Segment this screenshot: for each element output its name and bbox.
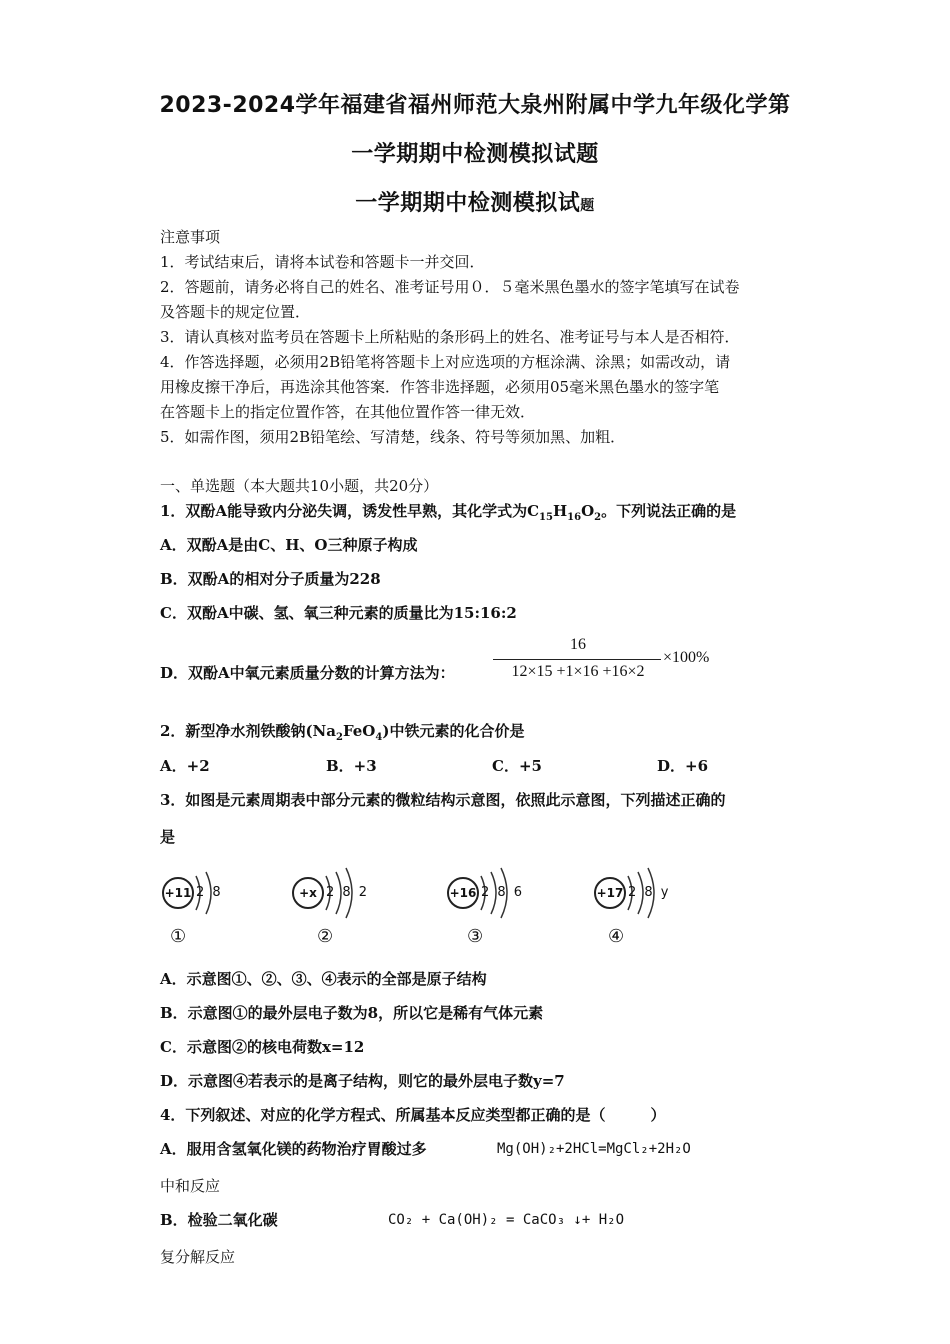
atom-diagram	[290, 864, 400, 954]
q1-subscript: 15	[539, 512, 553, 523]
section-heading: 一、单选题（本大题共10小题，共20分）	[160, 477, 439, 495]
q1-option-b: B．双酚A的相对分子质量为228	[160, 570, 381, 588]
fraction-numerator: 16	[570, 636, 586, 653]
exam-title-line3	[0, 186, 950, 217]
notice-item: 用橡皮擦干净后，再选涂其他答案．作答非选择题，必须用05毫米黑色墨水的签字笔	[160, 378, 720, 396]
atom-label: ②	[317, 926, 334, 947]
question-2-stem	[160, 721, 524, 748]
atom-nucleus: +x	[299, 886, 317, 900]
atom-nucleus: +11	[164, 886, 192, 900]
notice-item: 4．作答选择题，必须用2B铅笔将答题卡上对应选项的方框涂满、涂黑；如需改动，请	[160, 353, 731, 371]
exam-title-line1: 2023-2024学年福建省福州师范大泉州附属中学九年级化学第	[159, 93, 791, 118]
q4-option-a: A．服用含氢氧化镁的药物治疗胃酸过多	[160, 1140, 427, 1158]
atom-label: ④	[608, 926, 625, 947]
q3-option-a: A．示意图①、②、③、④表示的全部是原子结构	[160, 970, 487, 988]
q2-option-d: D．+6	[657, 757, 709, 775]
q2-option-a: A．+2	[160, 757, 210, 775]
q1-stem-part: 1．双酚A能导致内分泌失调，诱发性早熟，其化学式为C	[160, 502, 540, 520]
atom-shells: 2 8 6	[481, 885, 525, 900]
q1-option-c: C．双酚A中碳、氢、氧三种元素的质量比为15:16:2	[160, 604, 517, 622]
q1-stem-part: O	[581, 502, 595, 520]
notice-item: 1．考试结束后，请将本试卷和答题卡一并交回．	[160, 253, 485, 271]
atom-diagram	[445, 864, 555, 954]
q1-option-d: D．双酚A中氧元素质量分数的计算方法为：	[160, 664, 455, 682]
atom-nucleus: +17	[596, 886, 624, 900]
q4-option-b: B．检验二氧化碳	[160, 1211, 278, 1229]
atom-label: ①	[170, 926, 187, 947]
q1-fraction	[493, 636, 663, 686]
notice-item: 2．答题前，请务必将自己的姓名、准考证号用０．５毫米黑色墨水的签字笔填写在试卷	[160, 278, 740, 296]
exam-title-line3-small: 题	[580, 198, 595, 214]
q4-option-b-type: 复分解反应	[160, 1248, 236, 1266]
notice-item: 5．如需作图，须用2B铅笔绘、写清楚，线条、符号等须加黑、加粗．	[160, 428, 626, 446]
notice-item: 3．请认真核对监考员在答题卡上所粘贴的条形码上的姓名、准考证号与本人是否相符．	[160, 328, 740, 346]
q2-option-b: B．+3	[326, 757, 377, 775]
q2-options	[160, 755, 720, 775]
q3-option-b: B．示意图①的最外层电子数为8，所以它是稀有气体元素	[160, 1004, 544, 1022]
atom-diagram	[160, 864, 270, 954]
atom-label: ③	[467, 926, 484, 947]
q1-option-a: A．双酚A是由C、H、O三种原子构成	[160, 536, 418, 554]
notice-heading: 注意事项	[160, 228, 221, 246]
atom-shells: 2 8 y	[628, 885, 671, 900]
q1-stem-part: H	[552, 502, 568, 520]
q1-subscript: 2	[594, 512, 602, 523]
q2-stem-part: )中铁元素的化合价是	[382, 722, 525, 740]
q3-option-c: C．示意图②的核电荷数x=12	[160, 1038, 365, 1056]
q2-subscript: 4	[375, 732, 383, 743]
q2-stem-part: 2．新型净水剂铁酸钠(Na	[160, 722, 336, 740]
q2-option-c: C．+5	[492, 757, 542, 775]
atom-nucleus: +16	[449, 886, 477, 900]
q4-option-a-type: 中和反应	[160, 1177, 221, 1195]
q2-subscript: 2	[335, 732, 343, 743]
q3-option-d: D．示意图④若表示的是离子结构，则它的最外层电子数y=7	[160, 1072, 565, 1090]
exam-title-line3-main: 一学期期中检测模拟试	[355, 191, 581, 216]
atom-shells: 2 8	[196, 885, 223, 900]
q2-stem-part: FeO	[342, 722, 376, 740]
question-1-stem	[160, 501, 736, 528]
q4-option-a-equation: Mg(OH)₂+2HCl=MgCl₂+2H₂O	[497, 1141, 691, 1157]
question-3-stem-cont: 是	[160, 828, 176, 846]
notice-item: 在答题卡上的指定位置作答，在其他位置作答一律无效．	[160, 403, 536, 421]
exam-title-line2: 一学期期中检测模拟试题	[351, 142, 599, 167]
question-3-stem: 3．如图是元素周期表中部分元素的微粒结构示意图，依照此示意图，下列描述正确的	[160, 791, 726, 809]
atom-shells: 2 8 2	[326, 885, 370, 900]
notice-item: 及答题卡的规定位置．	[160, 303, 311, 321]
fraction-bar	[493, 659, 661, 660]
atom-diagram	[592, 864, 702, 954]
fraction-denominator: 12×15 +1×16 +16×2	[511, 663, 645, 680]
q1-stem-part: 。下列说法正确的是	[601, 502, 737, 520]
q1-subscript: 16	[567, 512, 582, 523]
question-4-stem: 4．下列叙述、对应的化学方程式、所属基本反应类型都正确的是（ ）	[160, 1106, 666, 1124]
fraction-percent: ×100%	[663, 649, 710, 666]
q4-option-b-equation: CO₂ + Ca(OH)₂ = CaCO₃ ↓+ H₂O	[388, 1212, 625, 1228]
